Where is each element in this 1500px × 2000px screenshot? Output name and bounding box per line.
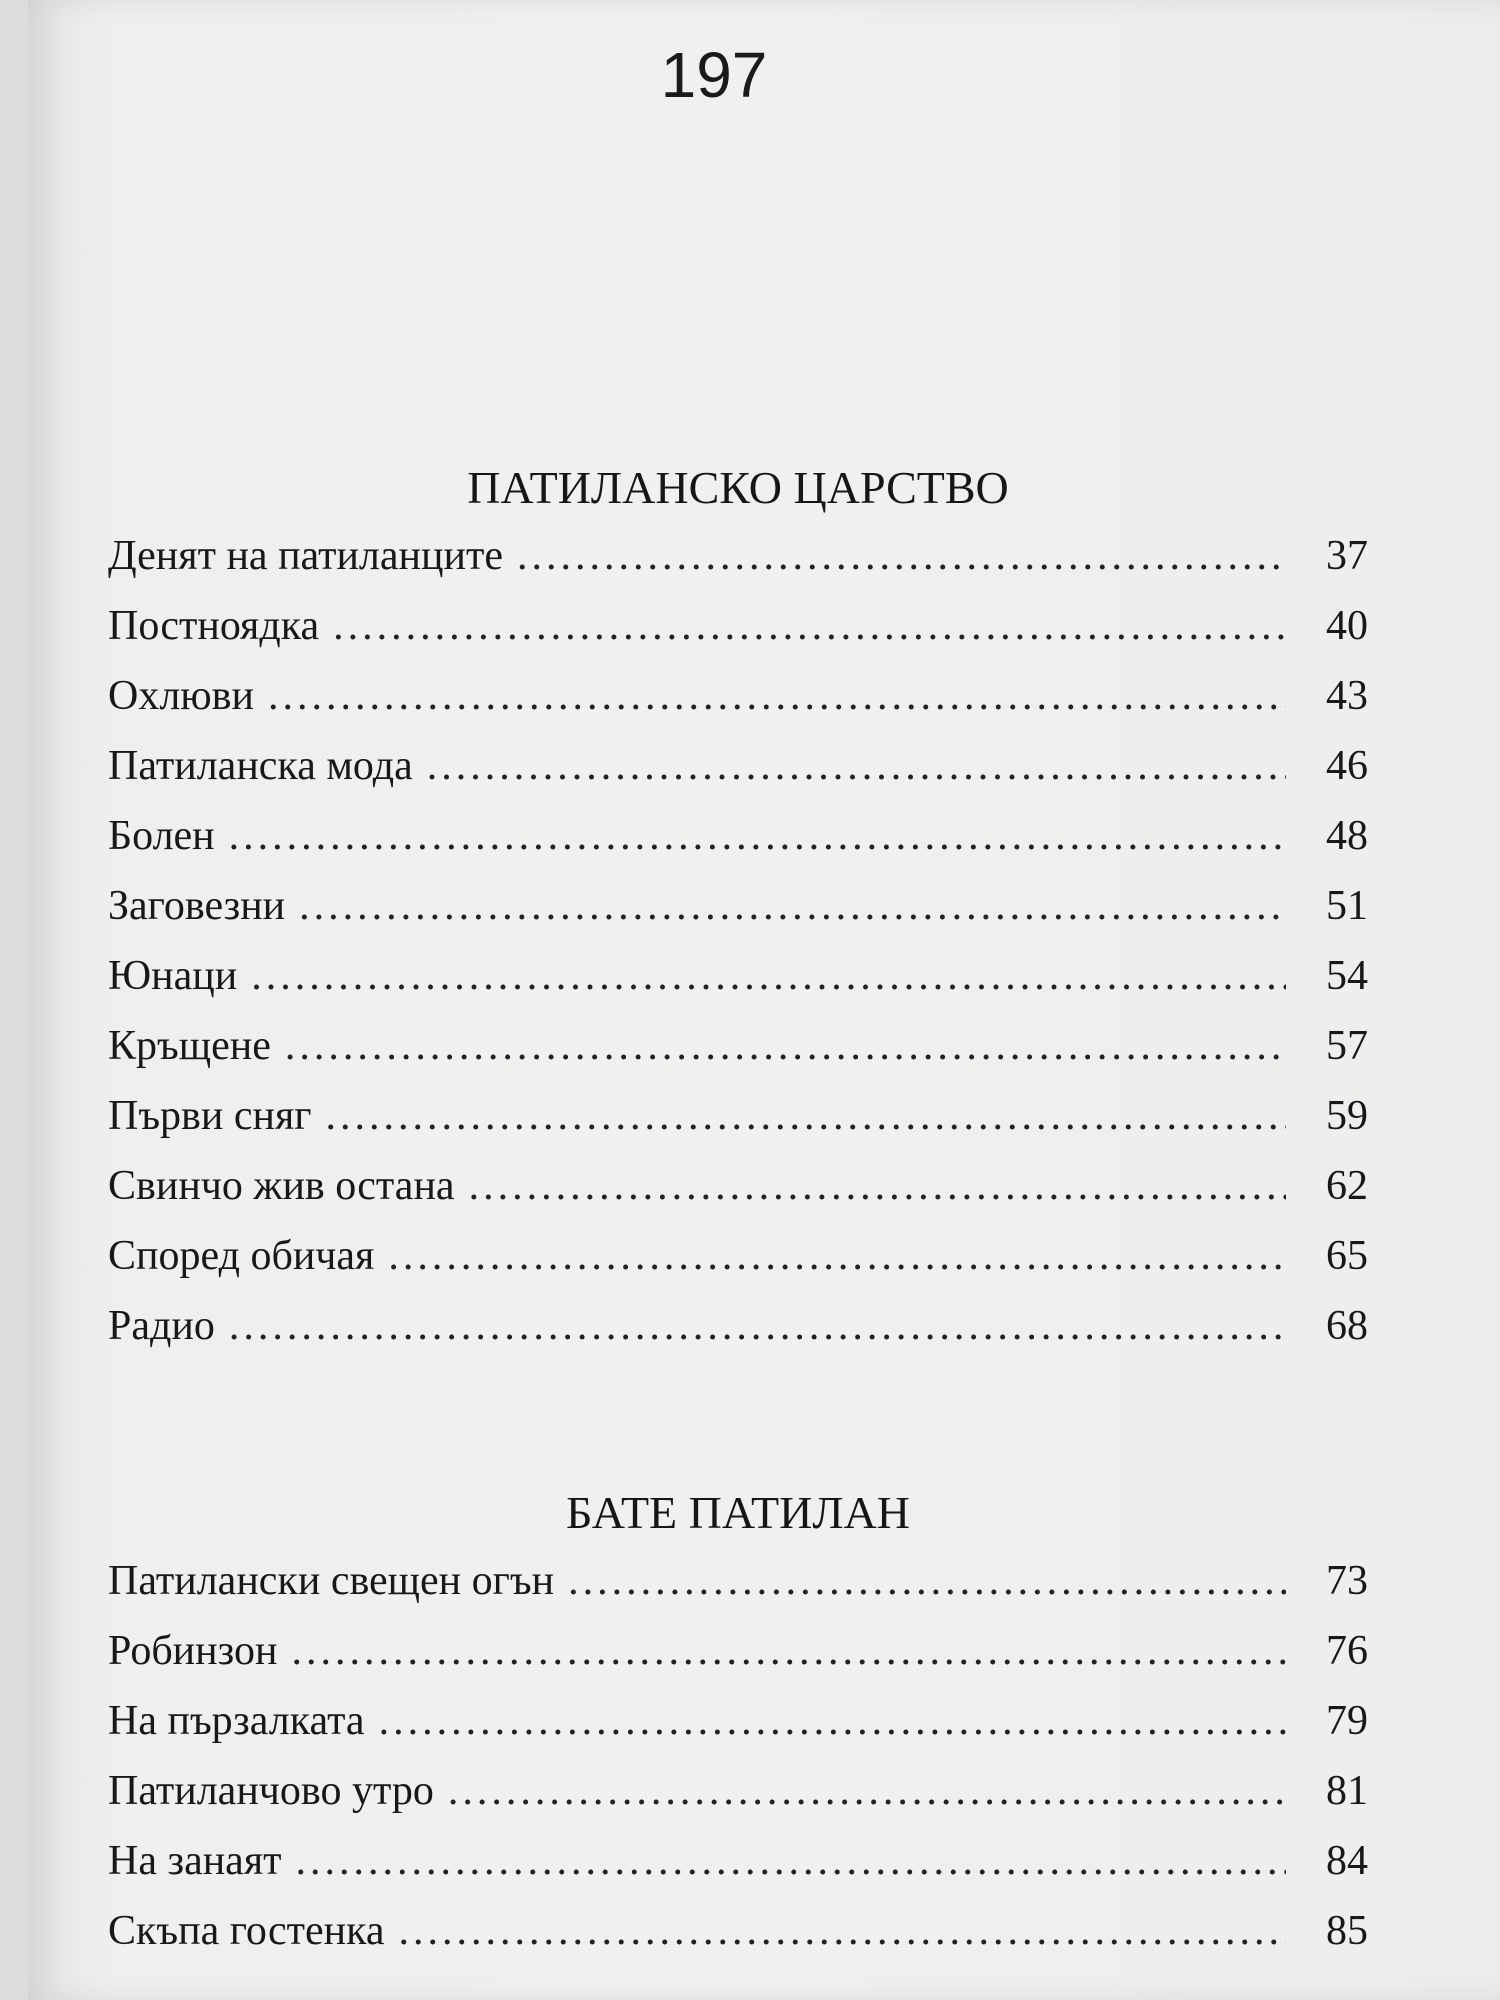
toc-entry [108,731,1368,801]
toc-entry-page: 85 [1326,1908,1368,1954]
toc-entry [108,1151,1368,1221]
dot-leader [326,1081,1286,1151]
dot-leader [388,1221,1286,1291]
book-page [28,0,1500,2000]
toc-entry-title: Постноядка [108,603,320,649]
dot-leader [296,1826,1287,1896]
dot-leader [299,871,1286,941]
toc-entry-title: Патиланска мода [108,743,413,789]
toc-entry-title: Юнаци [108,953,238,999]
toc-entry [108,1221,1368,1291]
dot-leader [333,591,1286,661]
toc-entry-page: 54 [1326,953,1368,999]
toc-entry-page: 65 [1326,1233,1368,1279]
dot-leader [448,1756,1286,1826]
toc-entry [108,941,1368,1011]
page-number: 197 [660,39,768,111]
toc-entry-title: На пързалката [108,1698,365,1744]
toc-entry-title: Радио [108,1303,215,1349]
toc-entry [108,1896,1368,1966]
toc-entry-page: 51 [1326,883,1368,929]
toc-entry [108,591,1368,661]
dot-leader [568,1546,1286,1616]
dot-leader [251,941,1286,1011]
dot-leader [427,731,1286,801]
toc-entry-page: 40 [1326,603,1368,649]
toc-entry-title: Първи сняг [108,1093,312,1139]
toc-entry [108,1081,1368,1151]
toc-entry [108,1546,1368,1616]
toc-entry-title: Робинзон [108,1628,278,1674]
toc-entry [108,1616,1368,1686]
toc-entry-title: Свинчо жив остана [108,1163,455,1209]
toc-section-patilansko-tsarstvo [108,455,1368,1361]
toc-section-bate-patilan [108,1480,1368,1966]
dot-leader [469,1151,1286,1221]
toc-entry-page: 79 [1326,1698,1368,1744]
toc-entry-page: 59 [1326,1093,1368,1139]
toc-entry [108,1291,1368,1361]
toc-list [108,521,1368,1361]
dot-leader [229,1291,1286,1361]
dot-leader [291,1616,1286,1686]
dot-leader [517,521,1286,591]
toc-entry-title: Кръщене [108,1023,271,1069]
toc-entry-title: Болен [108,813,215,859]
toc-entry-page: 73 [1326,1558,1368,1604]
dot-leader [399,1896,1286,1966]
toc-entry-page: 84 [1326,1838,1368,1884]
toc-entry-page: 62 [1326,1163,1368,1209]
toc-entry-page: 43 [1326,673,1368,719]
toc-entry-title: Патилански свещен огън [108,1558,555,1604]
toc-entry-page: 48 [1326,813,1368,859]
toc-entry-title: На занаят [108,1838,282,1884]
section-title: ПАТИЛАНСКО ЦАРСТВО [467,462,1009,513]
toc-entry [108,801,1368,871]
toc-entry-page: 68 [1326,1303,1368,1349]
toc-entry-title: Според обичая [108,1233,375,1279]
toc-entry [108,521,1368,591]
dot-leader [268,661,1286,731]
toc-entry [108,871,1368,941]
toc-entry [108,661,1368,731]
toc-entry-page: 37 [1326,533,1368,579]
dot-leader [229,801,1286,871]
toc-entry-title: Заговезни [108,883,286,929]
dot-leader [379,1686,1286,1756]
toc-list [108,1546,1368,1966]
toc-entry [108,1756,1368,1826]
toc-entry [108,1826,1368,1896]
toc-entry-title: Скъпа гостенка [108,1908,385,1954]
dot-leader [285,1011,1286,1081]
toc-entry [108,1011,1368,1081]
toc-entry-title: Охлюви [108,673,254,719]
toc-entry-title: Денят на патиланците [108,533,503,579]
toc-entry [108,1686,1368,1756]
toc-entry-page: 76 [1326,1628,1368,1674]
toc-entry-page: 81 [1326,1768,1368,1814]
toc-entry-page: 57 [1326,1023,1368,1069]
section-title: БАТЕ ПАТИЛАН [565,1487,911,1538]
toc-entry-page: 46 [1326,743,1368,789]
toc-entry-title: Патиланчово утро [108,1768,434,1814]
